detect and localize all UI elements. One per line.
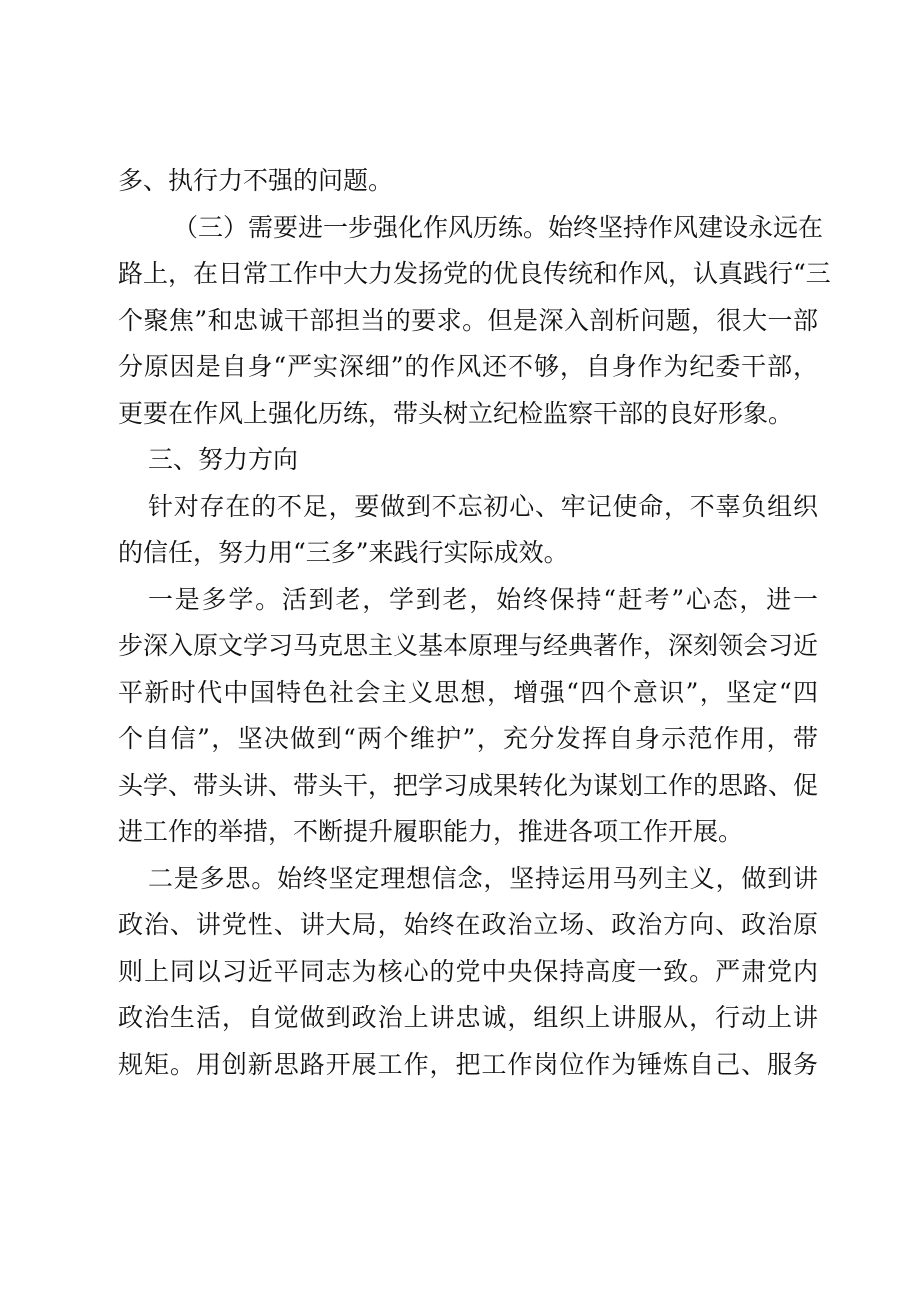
paragraph-line: 一是多学。活到老，学到老，始终保持“赶考”心态，进一 [148, 584, 818, 614]
paragraph-line: 进工作的举措，不断提升履职能力，推进各项工作开展。 [118, 817, 744, 846]
paragraph-line: 步深入原文学习马克思主义基本原理与经典著作，深刻领会习近 [118, 631, 819, 660]
section-heading: 三、努力方向 [148, 445, 299, 474]
paragraph-line: 个自信”，坚决做到“两个维护”，充分发挥自身示范作用，带 [118, 724, 818, 753]
paragraph-line: 政治生活，自觉做到政治上讲忠诚，组织上讲服从，行动上讲 [118, 1003, 818, 1032]
paragraph-line: 的信任，努力用“三多”来践行实际成效。 [118, 538, 569, 567]
paragraph-line: （三）需要进一步强化作风历练。始终坚持作风建设永远在 [173, 212, 824, 242]
paragraph-line: 政治、讲党性、讲大局，始终在政治立场、政治方向、政治原 [118, 910, 818, 939]
paragraph-line: 分原因是自身“严实深细”的作风还不够，自身作为纪委干部， [118, 352, 818, 381]
paragraph-line: 平新时代中国特色社会主义思想，增强“四个意识”，坚定“四 [118, 677, 818, 707]
paragraph-line: 头学、带头讲、带头干，把学习成果转化为谋划工作的思路、促 [118, 770, 819, 800]
paragraph-line: 个聚焦”和忠诚干部担当的要求。但是深入剖析问题，很大一部 [118, 305, 818, 335]
paragraph-line: 路上，在日常工作中大力发扬党的优良传统和作风，认真践行“三 [118, 259, 831, 288]
paragraph-line: 更要在作风上强化历练，带头树立纪检监察干部的良好形象。 [118, 398, 794, 428]
paragraph-line: 二是多思。始终坚定理想信念，坚持运用马列主义，做到讲 [148, 863, 818, 893]
paragraph-line: 针对存在的不足，要做到不忘初心、牢记使命，不辜负组织 [148, 491, 818, 521]
paragraph-line: 则上同以习近平同志为核心的党中央保持高度一致。严肃党内 [118, 956, 818, 986]
paragraph-line: 规矩。用创新思路开展工作，把工作岗位作为锤炼自己、服务 [118, 1049, 818, 1079]
paragraph-line: 多、执行力不强的问题。 [118, 166, 394, 195]
document-body [118, 158, 831, 1088]
